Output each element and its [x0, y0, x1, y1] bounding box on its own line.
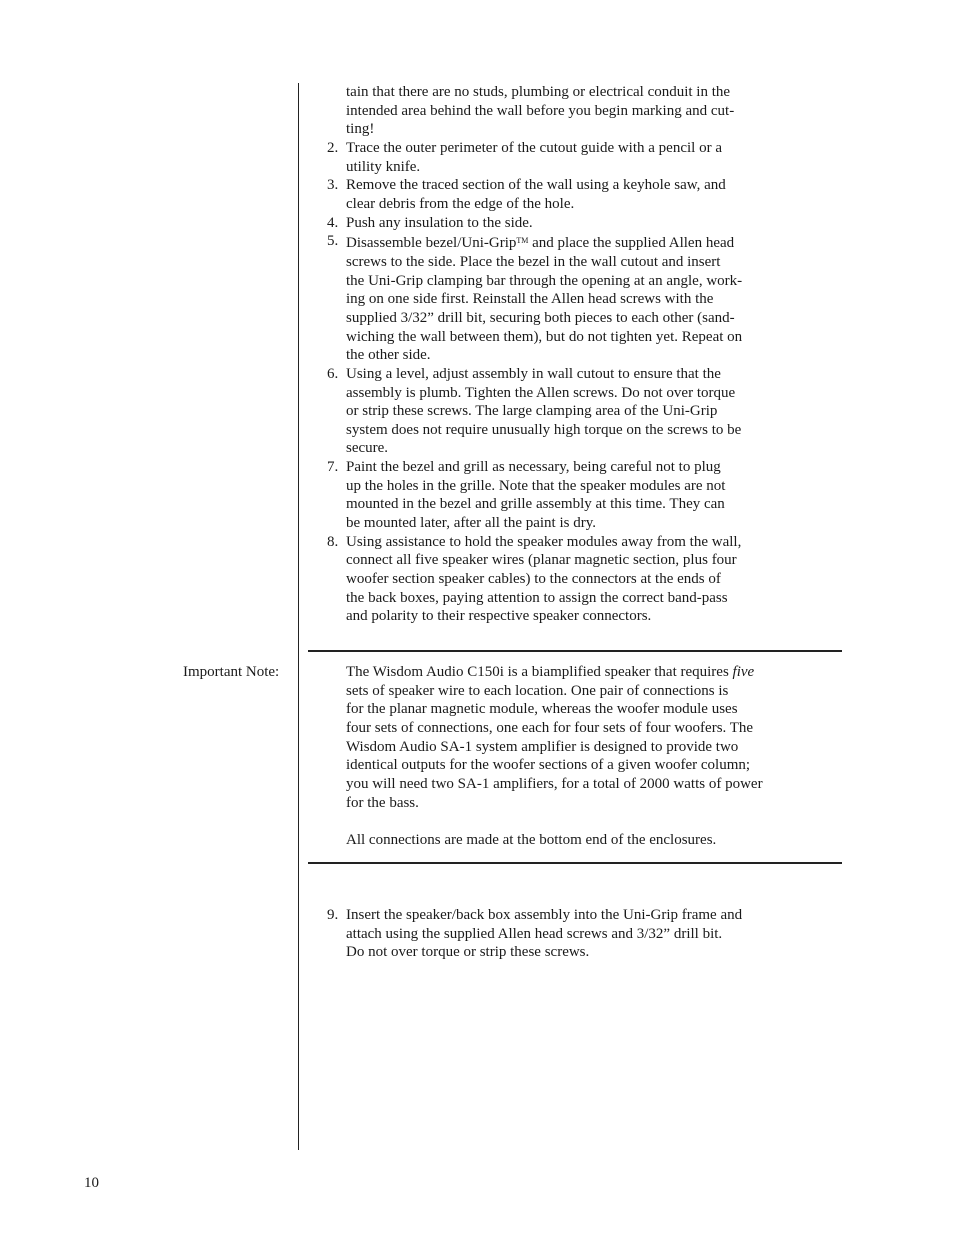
step-line: be mounted later, after all the paint is dry.: [346, 515, 597, 532]
step-number: 4.: [327, 214, 339, 231]
step-line: ing on one side first. Reinstall the Allen head screws with the: [346, 291, 714, 308]
note-bottom-rule: [308, 862, 842, 864]
step-line: system does not require unusually high torque on the screws to be: [346, 421, 742, 438]
step-line: attach using the supplied Allen head screws and 3/32” drill bit.: [346, 925, 723, 942]
step-line: up the holes in the grille. Note that the speaker modules are not: [346, 477, 726, 494]
important-note-text: [346, 663, 816, 850]
step-line: the Uni-Grip clamping bar through the opening at an angle, work-: [346, 272, 743, 289]
step-line: Do not over torque or strip these screws.: [346, 944, 590, 961]
step-line: wiching the wall between them), but do not tighten yet. Repeat on: [346, 328, 743, 345]
note-line: The Wisdom Audio C150i is a biamplified speaker that requires five: [346, 664, 755, 680]
continuation-line: intended area behind the wall before you begin marking and cut-: [346, 102, 735, 119]
step-line: secure.: [346, 440, 389, 457]
step-number: 3.: [327, 177, 339, 194]
step-line: utility knife.: [346, 158, 421, 175]
important-note-label: Important Note:: [183, 664, 280, 680]
note-top-rule: [308, 650, 842, 652]
step-number: 6.: [327, 365, 339, 382]
continuation-line: tain that there are no studs, plumbing or electrical conduit in the: [346, 84, 731, 100]
step-2: 2. Trace the outer perimeter of the cutout guide with a pencil or a: [327, 139, 722, 156]
step-number: 9.: [327, 907, 339, 923]
step-line: clear debris from the edge of the hole.: [346, 195, 575, 212]
continuation-line: ting!: [346, 121, 375, 138]
note-line: for the bass.: [346, 794, 419, 811]
page-number: 10: [84, 1175, 99, 1191]
margin-rule: [298, 83, 299, 1150]
step-line: connect all five speaker wires (planar magnetic section, plus four: [346, 552, 737, 569]
step-number: 8.: [327, 533, 339, 550]
step-9: 9. Insert the speaker/back box assembly into the Uni-Grip frame and: [327, 907, 743, 923]
step-6: 6. Using a level, adjust assembly in wall cutout to ensure that the: [327, 365, 721, 382]
step-7: 7. Paint the bezel and grill as necessary, being careful not to plug: [327, 459, 721, 476]
step-line: supplied 3/32” drill bit, securing both pieces to each other (sand-: [346, 309, 735, 326]
step-number: 7.: [327, 459, 339, 476]
step-line: the back boxes, paying attention to assign the correct band-pass: [346, 589, 728, 606]
note-line: four sets of connections, one each for four sets of four woofers. The: [346, 719, 754, 736]
step-5: 5. Disassemble bezel/Uni-Grip™ and place the supplied Allen head: [327, 233, 735, 252]
note-line: you will need two SA-1 amplifiers, for a total of 2000 watts of power: [346, 775, 763, 792]
note-paragraph-2: All connections are made at the bottom end of the enclosures.: [346, 831, 717, 848]
note-line: Wisdom Audio SA-1 system amplifier is designed to provide two: [346, 738, 739, 755]
step-line: mounted in the bezel and grille assembly at this time. They can: [346, 496, 725, 513]
emphasis: five: [732, 664, 755, 680]
steps-list-top: [327, 83, 797, 626]
step-3: 3. Remove the traced section of the wall using a keyhole saw, and: [327, 177, 726, 194]
note-line: sets of speaker wire to each location. One pair of connections is: [346, 682, 729, 699]
step-line: woofer section speaker cables) to the connectors at the ends of: [346, 571, 721, 588]
steps-list-bottom: [327, 906, 797, 962]
note-line: for the planar magnetic module, whereas the woofer module uses: [346, 701, 738, 718]
step-number: 5.: [327, 233, 339, 250]
step-number: 2.: [327, 139, 339, 156]
step-line: or strip these screws. The large clamping area of the Uni-Grip: [346, 403, 718, 420]
step-line: the other side.: [346, 347, 431, 364]
step-line: assembly is plumb. Tighten the Allen screws. Do not over torque: [346, 384, 736, 401]
trademark-mark: TM: [516, 236, 529, 246]
step-4: 4. Push any insulation to the side.: [327, 214, 533, 231]
step-8: 8. Using assistance to hold the speaker modules away from the wall,: [327, 533, 742, 550]
note-line: identical outputs for the woofer sections of a given woofer column;: [346, 757, 751, 774]
step-line: and polarity to their respective speaker connectors.: [346, 608, 652, 625]
step-line: screws to the side. Place the bezel in the wall cutout and insert: [346, 253, 721, 270]
